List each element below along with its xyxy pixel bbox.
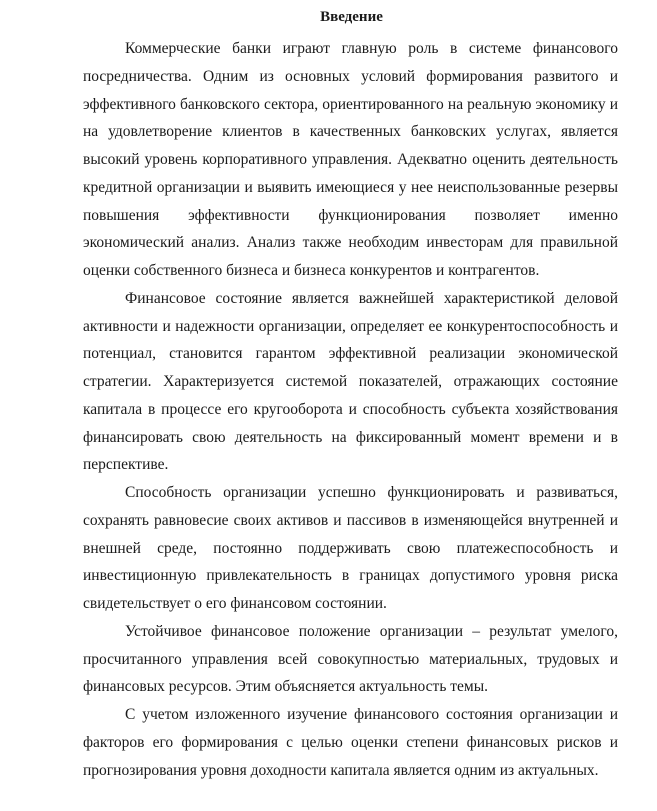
document-title: Введение: [320, 9, 383, 25]
paragraph-2: Финансовое состояние является важнейшей характеристикой деловой активности и надежности организации, определяет ее конкурентоспособность и потенциал, становится гарантом эффективной реализации экономической стратегии. Характеризуется системой показателей, отражающих состояние капитала в процессе его кругооборота и способность субъекта хозяйствования финансировать свою деятельность на фиксированный момент времени и в перспективе.: [83, 289, 618, 474]
document-page: [83, 0, 618, 784]
paragraph-4: Устойчивое финансовое положение организации – результат умелого, просчитанного управления всей совокупностью материальных, трудовых и финансовых ресурсов. Этим объясняется актуальность темы.: [83, 622, 618, 696]
paragraph-5: С учетом изложенного изучение финансового состояния организации и факторов его формирования с целью оценки степени финансовых рисков и прогнозирования уровня доходности капитала является одним из актуальных.: [83, 706, 618, 779]
paragraph-3: Способность организации успешно функционировать и развиваться, сохранять равновесие своих активов и пассивов в изменяющейся внутренней и внешней среде, постоянно поддерживать свою платежеспособность и инвестиционную привлекательность в границах допустимого уровня риска свидетельствует о его финансовом состоянии.: [83, 484, 618, 612]
paragraph-1: Коммерческие банки играют главную роль в системе финансового посредничества. Одним из основных условий формирования развитого и эффективного банковского сектора, ориентированного на реальную экономику и на удовлетворение клиентов в качественных банковских услугах, является высокий уровень корпоративного управления. Адекватно оценить деятельность кредитной организации и выявить имеющиеся у нее неиспользованные резервы повышения эффективности функционирования позволяет именно экономический анализ. Анализ также необходим инвесторам для правильной оценки собственного бизнеса и бизнеса конкурентов и контрагентов.: [83, 40, 618, 279]
